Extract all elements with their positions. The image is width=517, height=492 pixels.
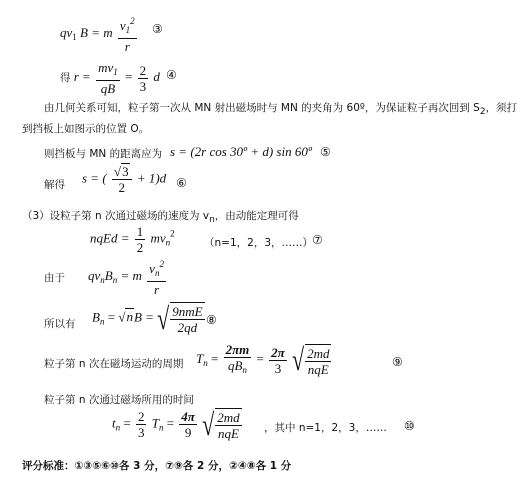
eq10-fraction-1	[136, 409, 147, 440]
eq4-fnum: 2	[139, 62, 147, 78]
eq3-num-sub: 1	[125, 25, 131, 35]
eq8b-rootden: 2qd	[177, 320, 198, 335]
eq9-T: T	[196, 350, 204, 366]
mark-9: ⑨	[392, 355, 403, 369]
eq8b-eq1: =	[107, 309, 116, 325]
eq4-tail: d	[153, 68, 160, 84]
eq6-tail: + 1)d	[136, 170, 167, 186]
geometry-paragraph-line-2: 到挡板上如图示的位置 O。	[22, 123, 150, 135]
eq5-label: 则挡板与 MN 的距离应为	[44, 148, 163, 160]
eq8b-root1: n	[126, 309, 133, 325]
eq6-s: s = (	[82, 170, 107, 186]
eq8a-lhs: qv	[88, 267, 101, 283]
eq3-mid: B = m	[80, 24, 113, 40]
para1-tail: ，须打	[485, 102, 517, 114]
eq8b-lhs: B	[92, 309, 100, 325]
eq9-den: qB	[227, 358, 243, 373]
equation-6	[82, 164, 166, 195]
eq8a-fraction	[147, 257, 166, 297]
eq8a-b: B	[104, 267, 113, 283]
eq10-sqrt: √ $\frac{2md}{\text{nqE}}$	[202, 406, 240, 442]
eq8b-b: B =	[133, 309, 154, 325]
eq6-den: 2	[118, 180, 125, 195]
eq10-fnum: 2	[137, 409, 145, 424]
equation-7	[90, 224, 175, 255]
eq8a-num-v: v	[149, 261, 155, 276]
eq9-num: 2πm	[225, 342, 250, 357]
eq8b-label: 所以有	[44, 318, 76, 330]
eq9-den-sub: n	[242, 365, 247, 375]
mark-10: ⑩	[404, 419, 415, 433]
eq3-fraction	[118, 14, 137, 54]
mark-6: ⑥	[176, 176, 187, 190]
part3-intro	[22, 208, 299, 225]
eq7-sup: 2	[170, 228, 175, 239]
eq8a-num-sup: 2	[159, 259, 164, 269]
mark-5: ⑤	[320, 145, 331, 159]
part3-text: （3）设粒子第 n 次通过磁场的速度为 v	[22, 210, 210, 222]
eq3-lhs: qv	[60, 24, 73, 40]
eq4-fden: 3	[139, 78, 147, 94]
para1-text: 由几何关系可知，粒子第一次从 MN 射出磁场时与 MN 的夹角为 60º，为保证粒子再次回到 S	[44, 102, 480, 114]
equation-8b: $B_n = √nB$ = √ $\frac{\text{9nmE}}{2qd}$	[92, 302, 207, 335]
eq4-prefix: 得	[60, 71, 71, 84]
eq8a-sub2: n	[112, 274, 118, 285]
eq10-T: T	[151, 415, 159, 431]
eq3-den: r	[124, 39, 130, 54]
eq7-fraction	[135, 224, 146, 255]
eq4-r: r =	[73, 68, 91, 84]
eq10-rootden: nqE	[217, 426, 239, 441]
eq9-eq2: =	[256, 350, 264, 366]
eq8a-num-sub: n	[154, 268, 160, 278]
eq10-f2den: 9	[184, 425, 192, 440]
eq8b-rootnum: 9nmE	[172, 304, 203, 319]
equation-4	[60, 60, 160, 96]
eq9-fraction-2	[269, 345, 287, 376]
eq7-lhs: nqEd =	[90, 230, 130, 246]
eq8a-den: r	[154, 282, 160, 297]
eq9-eq: =	[210, 350, 219, 366]
eq7-fden: 2	[136, 240, 144, 255]
eq9-rootden: nqE	[307, 361, 329, 377]
equation-9	[196, 342, 333, 378]
eq10-fraction-2	[179, 409, 197, 440]
eq7-fnum: 1	[136, 224, 144, 239]
eq8a-sub1: n	[100, 274, 105, 285]
eq10-t: t	[112, 415, 116, 431]
para1-sub: 2	[479, 107, 486, 117]
eq6-root: 3	[122, 164, 129, 179]
eq4-eq: =	[125, 68, 133, 84]
eq8b-sqrt: √ $\frac{\text{9nmE}}{2qd}$	[157, 300, 203, 336]
eq9-label: 粒子第 n 次在磁场运动的周期	[44, 358, 184, 370]
eq9-sqrt: √ $\frac{2md}{\text{nqE}}$	[292, 341, 330, 377]
eq8a-label: 由于	[44, 272, 65, 284]
eq3-sub: 1	[72, 31, 77, 42]
scoring-criteria: 评分标准：①③⑤⑥⑩各 3 分，⑦⑨各 2 分，②④⑧各 1 分	[22, 460, 292, 472]
eq10-eq2: =	[166, 415, 175, 431]
equation-5: s = (2r cos 30º + d) sin 60º	[170, 144, 312, 159]
eq9-fraction-1	[224, 342, 252, 378]
eq7-sub: n	[165, 237, 171, 248]
eq3-num-v: v	[119, 18, 126, 33]
equation-3	[60, 14, 139, 54]
eq10-fden: 3	[137, 425, 145, 440]
eq4-den: qB	[100, 81, 116, 96]
eq6-fraction: $\frac{√3}{2}$	[112, 164, 132, 195]
eq9-rootnum: 2md	[307, 345, 330, 361]
eq4-num-sub: 1	[113, 67, 118, 77]
eq4-fraction-2	[138, 63, 149, 94]
geometry-paragraph-line-1	[44, 100, 517, 117]
eq10-Tsub: n	[158, 422, 164, 433]
eq8b-sub: n	[99, 316, 105, 327]
mark-3: ③	[152, 22, 163, 36]
part3-sub: n	[209, 215, 215, 225]
eq7-mv: mv	[150, 230, 166, 246]
eq9-f2den: 3	[274, 360, 282, 376]
mark-7: ⑦	[312, 233, 323, 247]
eq3-num-sup: 2	[130, 16, 135, 26]
eq9-sub: n	[203, 357, 208, 368]
eq10-label: 粒子第 n 次通过磁场所用的时间	[44, 394, 194, 406]
eq9-f2num: 2π	[271, 344, 285, 360]
eq4-num: mv	[98, 60, 114, 75]
equation-10	[112, 408, 244, 441]
eq10-sub: n	[115, 422, 121, 433]
eq10-f2num: 4π	[181, 409, 195, 424]
eq4-fraction-1	[96, 60, 120, 96]
mark-8: ⑧	[206, 313, 217, 327]
eq10-rootnum: 2md	[217, 410, 240, 425]
eq10-eq: =	[123, 415, 131, 431]
eq7-condition: （n=1，2，3，……）	[204, 237, 313, 249]
equation-8a	[88, 257, 168, 297]
mark-4: ④	[166, 68, 177, 82]
eq6-label: 解得	[44, 179, 65, 191]
eq8a-eq: = m	[120, 267, 142, 283]
eq10-condition: ，其中 n=1，2，3，……	[264, 422, 387, 434]
part3-tail: ，由动能定理可得	[214, 210, 299, 222]
